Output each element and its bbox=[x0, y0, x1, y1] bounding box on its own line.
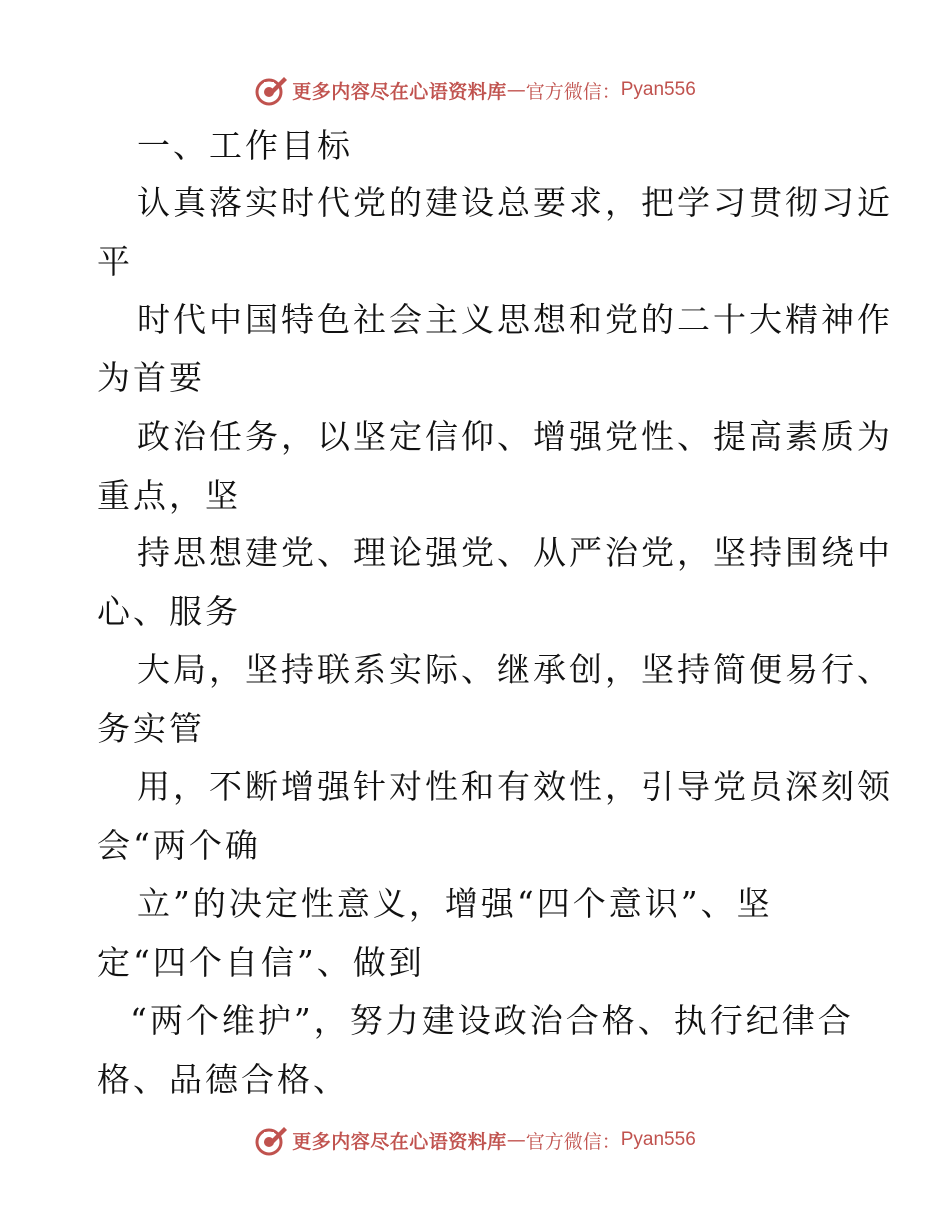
paragraph-line: 重点，坚 bbox=[97, 476, 241, 515]
paragraph-line: 认真落实时代党的建设总要求，把学习贯彻习近 bbox=[137, 183, 893, 222]
paragraph-line: 格、品德合格、 bbox=[97, 1060, 349, 1099]
banner-wechat-id: Pyan556 bbox=[620, 79, 696, 100]
paragraph-line: 用，不断增强针对性和有效性，引导党员深刻领 bbox=[137, 767, 893, 806]
banner-title: 更多内容尽在心语资料库 bbox=[292, 80, 507, 103]
paragraph-line: 务实管 bbox=[97, 709, 205, 748]
paragraph-line: 会“两个确 bbox=[97, 826, 261, 865]
banner-wechat-label: 官方微信： bbox=[525, 1130, 621, 1153]
paragraph-line: 心、服务 bbox=[97, 592, 241, 631]
paragraph-line: 时代中国特色社会主义思想和党的二十大精神作 bbox=[137, 300, 893, 339]
paragraph-line: 为首要 bbox=[97, 358, 205, 397]
paragraph-line: 平 bbox=[97, 242, 133, 281]
paragraph-line: 大局，坚持联系实际、继承创，坚持简便易行、 bbox=[137, 650, 893, 689]
paragraph-line: 立”的决定性意义，增强“四个意识”、坚 bbox=[137, 884, 773, 923]
footer-watermark-banner bbox=[0, 1120, 950, 1160]
header-watermark-banner bbox=[0, 70, 950, 110]
section-heading: 一、工作目标 bbox=[137, 126, 353, 165]
pen-logo-icon bbox=[254, 1123, 288, 1157]
banner-wechat-id: Pyan556 bbox=[620, 1129, 696, 1150]
banner-title: 更多内容尽在心语资料库 bbox=[292, 1130, 507, 1153]
paragraph-line: 持思想建党、理论强党、从严治党，坚持围绕中 bbox=[137, 533, 893, 572]
banner-wechat-label: 官方微信： bbox=[525, 80, 621, 103]
paragraph-line: 定“四个自信”、做到 bbox=[97, 943, 425, 982]
banner-separator: — bbox=[506, 79, 526, 101]
pen-logo-icon bbox=[254, 73, 288, 107]
banner-separator: — bbox=[506, 1129, 526, 1151]
paragraph-line: “两个维护”，努力建设政治合格、执行纪律合 bbox=[130, 1001, 854, 1040]
paragraph-line: 政治任务，以坚定信仰、增强党性、提高素质为 bbox=[137, 417, 893, 456]
